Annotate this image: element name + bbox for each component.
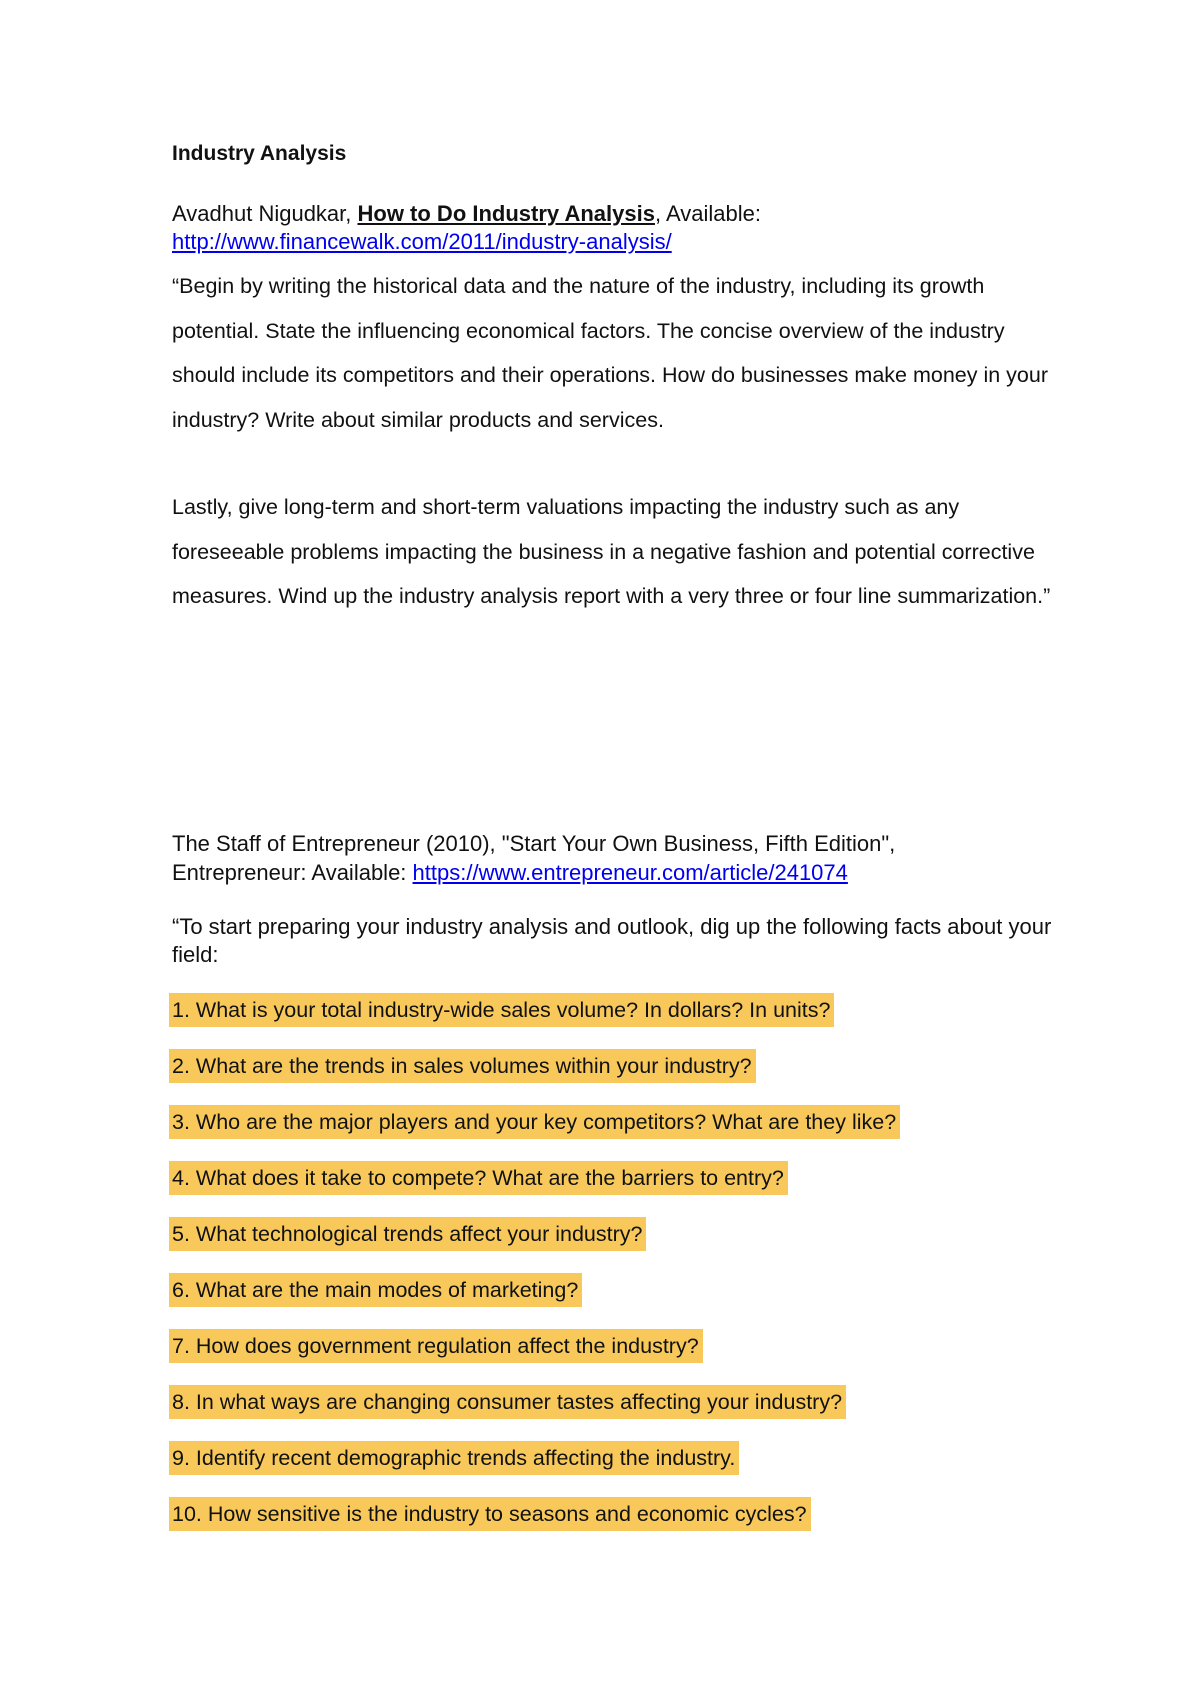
source1-title: How to Do Industry Analysis xyxy=(357,201,655,226)
source2-citation xyxy=(172,829,1052,887)
page-title: Industry Analysis xyxy=(172,142,347,165)
source1-citation xyxy=(172,200,761,256)
source1-quote xyxy=(172,264,1052,619)
quote1-paragraph-1: “Begin by writing the historical data and the nature of the industry, including its growth potential. State the influencing economical factors. The concise overview of the industry should include its competitors and their operations. How do businesses make money in your industry? Write about similar products and services. xyxy=(172,274,1048,432)
quote1-paragraph-2: Lastly, give long-term and short-term valuations impacting the industry such as any foreseeable problems impacting the business in a negative fashion and potential corrective measures. Wind up the industry analysis report with a very three or four line summarization.” xyxy=(172,495,1051,608)
question-7: 7. How does government regulation affect the industry? xyxy=(169,1329,703,1363)
question-6: 6. What are the main modes of marketing? xyxy=(169,1273,582,1307)
question-4: 4. What does it take to compete? What are the barriers to entry? xyxy=(169,1161,788,1195)
list-item xyxy=(169,1161,900,1217)
list-item xyxy=(169,993,900,1049)
source2-citation-line1: The Staff of Entrepreneur (2010), "Start Your Own Business, Fifth Edition", xyxy=(172,831,896,856)
question-5: 5. What technological trends affect your industry? xyxy=(169,1217,646,1251)
list-item xyxy=(169,1273,900,1329)
question-10: 10. How sensitive is the industry to seasons and economic cycles? xyxy=(169,1497,811,1531)
list-item xyxy=(169,1441,900,1497)
list-item xyxy=(169,1385,900,1441)
question-1: 1. What is your total industry-wide sales volume? In dollars? In units? xyxy=(169,993,834,1027)
list-item xyxy=(169,1105,900,1161)
question-3: 3. Who are the major players and your key competitors? What are they like? xyxy=(169,1105,900,1139)
question-2: 2. What are the trends in sales volumes within your industry? xyxy=(169,1049,756,1083)
source1-author: Avadhut Nigudkar, xyxy=(172,201,358,226)
questions-list xyxy=(169,993,900,1553)
source2-link[interactable]: https://www.entrepreneur.com/article/241074 xyxy=(412,860,848,885)
source1-link[interactable]: http://www.financewalk.com/2011/industry-analysis/ xyxy=(172,229,672,254)
list-item xyxy=(169,1497,900,1553)
list-item xyxy=(169,1049,900,1105)
question-8: 8. In what ways are changing consumer tastes affecting your industry? xyxy=(169,1385,846,1419)
question-9: 9. Identify recent demographic trends affecting the industry. xyxy=(169,1441,739,1475)
source1-available-label: , Available: xyxy=(654,201,761,226)
source2-quote-intro: “To start preparing your industry analysis and outlook, dig up the following facts about your field: xyxy=(172,914,1052,967)
list-item xyxy=(169,1329,900,1385)
source2-available-label: Entrepreneur: Available: xyxy=(172,860,413,885)
list-item xyxy=(169,1217,900,1273)
